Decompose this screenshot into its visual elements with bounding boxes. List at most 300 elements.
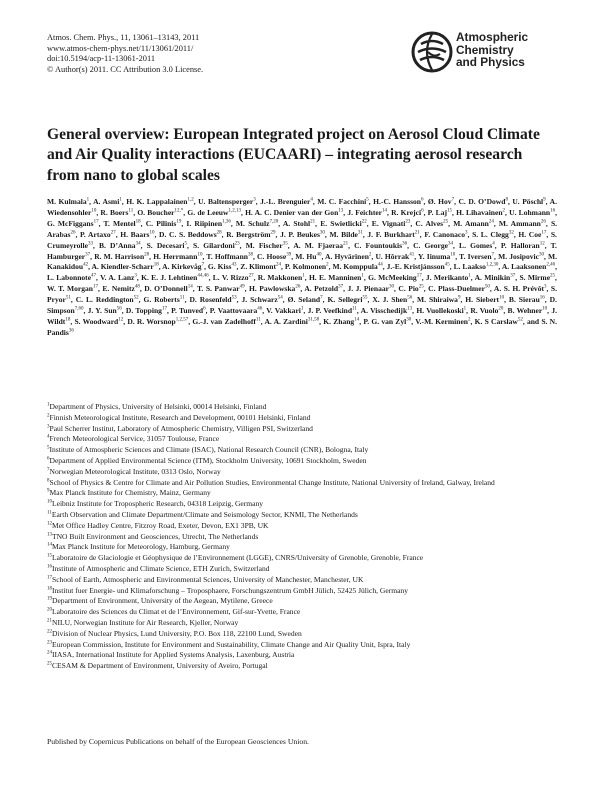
author-affiliation-mark: 10 [499, 295, 505, 301]
author-name: M. Schulz [235, 218, 270, 228]
author [100, 273, 137, 282]
author [213, 273, 254, 282]
author-name: R. M. Harrison [94, 251, 145, 261]
author-name: C. Alves [415, 218, 444, 228]
author [332, 262, 382, 271]
affiliation-text: Department of Physics, University of Helsinki, 00014 Helsinki, Finland [49, 402, 267, 411]
author-name: K. E. J. Lehtinen [141, 273, 198, 283]
author-name: A. Minikin [474, 273, 511, 283]
author-name: Ø. Seland [287, 295, 321, 305]
author-affiliation-mark: 25 [443, 219, 449, 225]
author-affiliation-mark: 44 [377, 262, 383, 268]
affiliation-text: Institute of Atmospheric Sciences and Climate (ISAC), National Research Council (CNR), Bologna, Italy [49, 445, 369, 455]
author [189, 295, 236, 304]
author-name: J. F. Burkhart [367, 229, 415, 239]
author-name: M. Josipovic [498, 251, 539, 261]
author-name: A. M. Fjaeraa [293, 240, 344, 250]
author-affiliation-mark: 13 [407, 306, 413, 312]
author-list: M. Kulmala$^1$, A. Asmi$^1$, H. K. Lappalainen$^{1,2}$, U. Baltensperger$^3$, J.-L. Brenguier$^4$, M. C. Facchini$^5$, H.-C. Hansson$^6$, Ø. Hov$^7$, C. D. O’Dowd$^8$, U. Pöschl$^9$, A. Wiedensohler$^{10}$, R. Boers$^{11}$, O. Boucher$^{12,*}$, G. de Leeuw$^{1,2,13}$, H. A. C. Denier van der Gon$^{13}$, J. Feichter$^{14}$, R. Krejci$^6$, P. Laj$^{15}$, H. Lihavainen$^2$, U. Lohmann$^{16}$, G. McFiggans$^{17}$, T. Mentel$^{18}$, C. Pilinis$^{19}$, I. Riipinen$^{1,36}$, M. Schulz$^{7,20}$, A. Stohl$^{21}$, E. Swietlicki$^{22}$, E. Vignati$^{23}$, C. Alves$^{25}$, M. Amann$^{24}$, M. Ammann$^{26}$, S. Arabas$^{26}$, P. Artaxo$^{27}$, H. Baars$^{10}$, D. C. S. Beddows$^{28}$, R. Bergström$^{29}$, J. P. Beukes$^{30}$, M. Bilde$^{31}$, J. F. Burkhart$^{21}$, F. Canonaco$^3$, S. L. Clegg$^{32}$, H. Coe$^{17}$, S. Crumeyrolle$^{33}$, B. D’Anna$^{34}$, S. Decesari$^5$, S. Gilardoni$^{23}$, M. Fischer$^{35}$, A. M. Fjaeraa$^{21}$, C. Fountoukis$^{36}$, C. George$^{34}$, L. Gomes$^4$, P. Halloran$^{12}$, T. Hamburger$^{37}$, R. M. Harrison$^{28}$, H. Herrmann$^{10}$, T. Hoffmann$^{38}$, C. Hoose$^{39}$, M. Hu$^{40}$, A. Hyvärinen$^2$, U. Hõrrak$^{41}$, Y. Iinuma$^{10}$, T. Iversen$^7$, M. Josipovic$^{30}$, M. Kanakidou$^{42}$, A. Kiendler-Scharr$^{18}$, A. Kirkevåg$^7$, G. Kiss$^{43}$, Z. Klimont$^{24}$, P. Kolmonen$^2$, M. Komppula$^{44}$, J.-E. Kristjánsson$^{45}$, L. Laakso$^{1,2,30}$, A. Laaksonen$^{2,46}$, L. Labonnote$^{47}$, V. A. Lanz$^3$, K. E. J. Lehtinen$^{44,46}$, L. V. Rizzo$^{27}$, R. Makkonen$^1$, H. E. Manninen$^1$, G. McMeeking$^{17}$, J. Merikanto$^1$, A. Minikin$^{37}$, S. Mirme$^{25}$, W. T. Morgan$^{17}$, E. Nemitz$^{48}$, D. O’Donnell$^{14}$, T. S. Panwar$^{49}$, H. Pawlowska$^{26}$, A. Petzold$^{37}$, J. J. Pienaar$^{30}$, C. Pio$^{25}$, C. Plass-Duelmer$^{50}$, A. S. H. Prévôt$^3$, S. Pryor$^{51}$, C. L. Reddington$^{52}$, G. Roberts$^{11}$, D. Rosenfeld$^{53}$, J. Schwarz$^{54}$, Ø. Seland$^7$, K. Sellegri$^{55}$, X. J. Shen$^{56}$, M. Shiraiwa$^9$, H. Siebert$^{10}$, B. Sierau$^{16}$, D. Simpson$^{7,60}$, J. Y. Sun$^{56}$, D. Topping$^{17}$, P. Tunved$^6$, P. Vaattovaara$^{46}$, V. Vakkari$^1$, J. P. Veefkind$^{11}$, A. Visschedijk$^{13}$, H. Vuollekoski$^1$, R. Vuolo$^{20}$, B. Wehner$^{10}$, J. Wildt$^{18}$, S. Woodward$^{12}$, D. R. Worsnop$^{1,2,57}$, G.-J. van Zadelhoff$^{11}$, A. A. Zardini$^{31,58}$, K. Zhang$^{14}$, P. G. van Zyl$^{30}$, V.-M. Kerminen$^2$, K. S Carslaw$^{52}$, and S. N. Pandis$^{36}$ [47, 197, 558, 337]
author [171, 306, 206, 315]
author [372, 219, 411, 228]
author-name: C. George [413, 240, 449, 250]
author-name: T. Mentel [103, 218, 136, 228]
author [120, 230, 154, 239]
author-affiliation-mark: 16 [539, 295, 545, 301]
author-affiliation-mark: 1,2,13 [228, 208, 241, 214]
article-url-link[interactable]: www.atmos-chem-phys.net/11/13061/2011/ [47, 43, 194, 53]
author-name: H. Pawlowska [248, 284, 296, 294]
author-name: P. Vaattovaara [209, 306, 258, 316]
author-name: S. Pryor [47, 284, 557, 305]
author-affiliation-mark: 1,36 [222, 219, 231, 225]
author [197, 284, 245, 293]
author [508, 306, 548, 315]
author [187, 208, 241, 217]
author-name: U. Hõrrak [375, 251, 410, 261]
author [245, 208, 343, 217]
author-affiliation-mark: 41 [409, 252, 415, 258]
author [475, 273, 516, 282]
journal-name-line: and Physics [456, 55, 525, 70]
author-name: U. Lohmann [509, 207, 551, 217]
author [498, 252, 544, 261]
affiliation-item [47, 607, 552, 618]
author-name: X. J. Shen [372, 295, 408, 305]
affiliation-number: 15 [47, 553, 52, 559]
author [426, 273, 471, 282]
author-affiliation-mark: 35 [282, 241, 288, 247]
author-name: I. Riipinen [186, 218, 223, 228]
author-name: H. A. C. Denier van der Gon [245, 207, 339, 217]
author [257, 252, 291, 261]
author [93, 197, 122, 206]
author-affiliation-mark: 1 [302, 273, 305, 279]
author [47, 219, 99, 228]
author-affiliation-mark: 47 [91, 273, 97, 279]
author-name: D. Simpson [47, 295, 557, 316]
author [210, 306, 262, 315]
author-name: J.-L. Brenguier [260, 197, 311, 206]
author-affiliation-mark: 34 [135, 241, 141, 247]
affiliation-text: Laboratoire de Glaciologie et Géophysique de l’Environnement (LGGE), CNRS/University of Grenoble, Grenoble, France [52, 553, 424, 563]
author-name: W. T. Morgan [47, 284, 93, 294]
author-name: A. Wiedensohler [47, 197, 557, 217]
author-affiliation-mark: 11 [352, 306, 357, 312]
author [76, 295, 139, 304]
author-affiliation-mark: 38 [247, 252, 253, 258]
affiliation-text: TNO Built Environment and Geosciences, Utrecht, The Netherlands [52, 531, 259, 541]
author-affiliation-mark: 26 [295, 284, 301, 290]
author-name: C. Pilinis [145, 218, 177, 228]
author [162, 262, 204, 271]
author-affiliation-mark: 24 [488, 219, 494, 225]
author-name: R. Makkonen [257, 273, 303, 283]
author-name: G.-J. van Zadelhoff [192, 316, 256, 326]
affiliation-text: NILU, Norwegian Institute for Air Research, Kjeller, Norway [52, 617, 239, 627]
author [159, 230, 222, 239]
author-affiliation-mark: 5 [366, 197, 369, 203]
author-affiliation-mark: 17 [541, 230, 547, 236]
author-name: H. K. Lappalainen [126, 197, 188, 206]
affiliation-number: 6 [47, 456, 50, 462]
author-affiliation-mark: 10 [197, 252, 203, 258]
affiliation-item [47, 640, 552, 651]
author [329, 230, 362, 239]
author-affiliation-mark: 7 [491, 252, 495, 258]
author-name: R. Bergström [226, 229, 271, 239]
author [465, 295, 504, 304]
author-name: A. Hyvärinen [325, 251, 369, 261]
author-name: K. Zhang [323, 316, 355, 326]
author [186, 219, 230, 228]
author-name: S. L. Clegg [472, 229, 509, 239]
author-affiliation-mark: 17 [161, 306, 167, 312]
affiliation-number: 16 [47, 564, 52, 570]
author [295, 252, 321, 261]
author-name: R. Krejci [391, 207, 422, 217]
author-affiliation-mark: 1 [361, 273, 364, 279]
author-name: C. Fountoukis [354, 240, 403, 250]
author [80, 230, 116, 239]
author-affiliation-mark: 12 [539, 241, 545, 247]
author-affiliation-mark: 21 [414, 230, 420, 236]
author [47, 284, 98, 293]
author-name: P. Tunved [171, 306, 204, 316]
author-name: T. Iversen [459, 251, 492, 261]
author [413, 241, 453, 250]
author [519, 273, 555, 282]
author-affiliation-mark: 7 [201, 262, 205, 268]
author-affiliation-mark: 24 [276, 262, 281, 268]
author [458, 197, 507, 206]
affiliation-text: European Commission, Institute for Environment and Sustainability, Climate Change and Air Quality Unit, Ispra, Italy [52, 639, 411, 649]
author [141, 273, 208, 282]
author [347, 208, 387, 217]
author [100, 208, 133, 217]
author-affiliation-mark: 52 [517, 317, 523, 323]
affiliation-number: 21 [47, 618, 52, 624]
author [208, 262, 237, 271]
author-name: A. Visschedijk [360, 306, 408, 316]
author [509, 208, 555, 217]
author [391, 208, 423, 217]
author-name: E. Nemitz [102, 284, 135, 294]
author [428, 208, 452, 217]
author-name: A. Kiendler-Scharr [91, 262, 154, 272]
affiliation-number: 7 [47, 467, 50, 473]
author-name: H. Siebert [465, 295, 500, 305]
author [137, 208, 183, 217]
affiliation-item [47, 488, 552, 499]
author-affiliation-mark: 1 [300, 306, 304, 312]
author-affiliation-mark: 30 [388, 284, 394, 290]
author-name: J. P. Veefkind [307, 306, 353, 316]
author-affiliation-mark: 28 [216, 230, 222, 236]
author [236, 219, 278, 228]
author-affiliation-mark: 29 [270, 230, 276, 236]
author [198, 197, 256, 206]
author-name: V. A. Lanz [100, 273, 135, 283]
affiliation-number: 12 [47, 521, 52, 527]
author [103, 219, 140, 228]
author-name: C. Plass-Duelmer [428, 284, 485, 294]
affiliation-text: CESAM & Department of Environment, University of Aveiro, Portugal [52, 661, 268, 671]
author-affiliation-mark: 17 [416, 273, 422, 279]
affiliation-number: 1 [47, 402, 50, 408]
affiliation-item [47, 586, 552, 597]
author [308, 306, 357, 315]
author [192, 317, 260, 326]
author [416, 306, 466, 315]
author [285, 262, 329, 271]
author-affiliation-mark: 2 [368, 252, 372, 258]
author-name: C. Hoose [257, 251, 287, 261]
author-name: L. Laakso [453, 262, 486, 272]
author-name: C. L. Reddington [75, 295, 134, 305]
author-affiliation-mark: 51 [65, 295, 71, 301]
author-affiliation-mark: 56 [407, 295, 413, 301]
author-name: B. Wehner [507, 306, 543, 316]
author-name: C. Pio [398, 284, 419, 294]
author [398, 284, 423, 293]
author-name: Z. Klimont [240, 262, 276, 272]
author-name: A. S. H. Prévôt [493, 284, 544, 294]
author-affiliation-mark: 6 [420, 197, 424, 203]
author-affiliation-mark: 11 [255, 317, 261, 323]
author-name: S. Woodward [74, 316, 119, 326]
egu-globe-logo-icon [410, 30, 454, 74]
affiliation-number: 13 [47, 532, 52, 538]
author-name: H.-C. Hansson [373, 197, 421, 206]
affiliation-item [47, 542, 552, 553]
affiliation-text: Met Office Hadley Centre, Fitzroy Road, Exeter, Devon, EX1 3PB, UK [52, 520, 269, 530]
author-affiliation-mark: 14 [382, 208, 388, 214]
affiliation-item [47, 575, 552, 586]
affiliation-number: 22 [47, 629, 52, 635]
author-affiliation-mark: 7,20 [269, 219, 279, 225]
author-name: A. Kirkevåg [162, 262, 202, 272]
author [309, 273, 364, 282]
affiliation-text: Earth Observation and Climate Department/Climate and Seismology Sector, KNMI, The Netherlands [51, 509, 358, 519]
author-affiliation-mark: 50 [484, 284, 490, 290]
author [304, 284, 343, 293]
author-affiliation-mark: 48 [134, 284, 140, 290]
author-name: D. R. Worsnop [127, 316, 176, 326]
author-affiliation-mark: 46 [257, 306, 263, 312]
author-name: J. Feichter [347, 207, 383, 217]
author [94, 252, 149, 261]
author-affiliation-mark: 10 [450, 252, 456, 258]
affiliation-text: Paul Scherrer Institut, Laboratory of Atmospheric Chemistry, Villigen PSI, Switzerland [49, 423, 313, 433]
author [428, 197, 454, 206]
author-affiliation-mark: 55 [362, 295, 368, 301]
author-affiliation-mark: 28 [144, 252, 150, 258]
author-affiliation-mark: 15 [447, 208, 452, 214]
author [323, 317, 359, 326]
author-name: H. Lihavainen [456, 207, 503, 217]
author-name: G. McFiggans [47, 218, 94, 228]
author-affiliation-mark: 34 [448, 241, 454, 247]
affiliation-number: 24 [47, 650, 52, 656]
doi-link[interactable]: doi:10.5194/acp-11-13061-2011 [47, 54, 156, 64]
author-affiliation-mark: 52 [133, 295, 139, 301]
affiliation-list [47, 402, 552, 672]
author-affiliation-mark: 6 [421, 208, 424, 214]
author-name: M. Kanakidou [47, 251, 558, 272]
author-name: D. O’Donnell [144, 284, 188, 294]
author-affiliation-mark: 37 [85, 252, 91, 258]
author-name: E. Vignati [371, 218, 406, 228]
author-name: F. Canonaco [424, 229, 466, 239]
author-name: A. Asmi [93, 197, 120, 206]
author-affiliation-mark: 13 [338, 208, 344, 214]
author-name: A. A. Zardini [264, 316, 308, 326]
author-affiliation-mark: 37 [510, 273, 516, 279]
affiliation-number: 17 [47, 575, 52, 581]
author-name: G. Kiss [207, 262, 232, 272]
affiliation-number: 8 [47, 478, 50, 484]
author [246, 241, 288, 250]
author-affiliation-mark: 32 [508, 230, 514, 236]
author-affiliation-mark: 19 [176, 219, 182, 225]
author [501, 241, 545, 250]
author-name: P. Laj [427, 207, 447, 217]
author [475, 317, 523, 326]
author-name: G. de Leeuw [187, 207, 229, 217]
affiliation-item [47, 413, 552, 424]
affiliation-item [47, 510, 552, 521]
author [146, 219, 182, 228]
author-affiliation-mark: 39 [286, 252, 292, 258]
author-affiliation-mark: 3 [544, 284, 547, 290]
author-affiliation-mark: 1,2 [187, 197, 194, 203]
author [375, 252, 414, 261]
author-affiliation-mark: 31 [357, 230, 363, 236]
author-name: A. Stohl [282, 218, 311, 228]
affiliation-number: 3 [47, 424, 50, 430]
affiliation-number: 9 [47, 488, 50, 494]
affiliation-text: Division of Nuclear Physics, Lund University, P.O. Box 118, 22100 Lund, Sweden [52, 628, 302, 638]
author [502, 262, 555, 271]
author-affiliation-mark: 11 [179, 295, 185, 301]
author [417, 295, 460, 304]
author [317, 197, 369, 206]
author-name: T. Hamburger [47, 240, 557, 261]
author-affiliation-mark: 18 [153, 262, 159, 268]
author-affiliation-mark: 9 [457, 295, 461, 301]
author [424, 230, 467, 239]
author [418, 252, 455, 261]
author-affiliation-mark: 49 [239, 284, 245, 290]
affiliation-item [47, 521, 552, 532]
author-name: P. G. van Zyl [363, 316, 407, 326]
author-affiliation-mark: 21 [343, 241, 349, 247]
author-name: M. Ammann [498, 218, 541, 228]
affiliation-number: 25 [47, 661, 52, 667]
author-affiliation-mark: 33 [87, 241, 93, 247]
author-name: D. C. S. Beddows [159, 229, 217, 239]
author-affiliation-mark: 17 [92, 284, 98, 290]
author-affiliation-mark: 5 [184, 241, 187, 247]
affiliation-number: 4 [47, 434, 50, 440]
affiliation-number: 11 [47, 510, 52, 516]
author [459, 252, 494, 261]
author-affiliation-mark: 1,2,30 [485, 262, 499, 268]
author-affiliation-mark: 31,58 [307, 317, 320, 323]
journal-logo [408, 28, 558, 84]
author [280, 230, 325, 239]
author-affiliation-mark: 27 [248, 273, 254, 279]
author-name: B. Sierau [508, 295, 540, 305]
author-name: U. Baltensperger [198, 197, 254, 206]
author-affiliation-mark: 7,60 [74, 306, 84, 312]
author-name: A. Petzold [304, 284, 339, 294]
author-name: M. Bilde [329, 229, 358, 239]
author-name: J. J. Pienaar [347, 284, 389, 294]
affiliation-text: Laboratoire des Sciences du Climat et de l’Environnement, Gif-sur-Yvette, France [52, 607, 301, 617]
author [91, 262, 158, 271]
author-name: J.-E. Kristjánsson [386, 262, 445, 272]
affiliation-text: Finnish Meteorological Institute, Research and Development, 00101 Helsinki, Finland [49, 412, 311, 422]
author-affiliation-mark: 16 [550, 208, 556, 214]
author-affiliation-mark: 30 [406, 317, 412, 323]
author [499, 219, 546, 228]
author-name: M. Amann [453, 218, 489, 228]
author-name: M. Shiraiwa [417, 295, 458, 305]
author-name: L. Gomes [459, 240, 493, 250]
author-affiliation-mark: 11 [128, 208, 134, 214]
journal-name-line: Atmospheric [456, 30, 529, 44]
author [102, 284, 139, 293]
author-name: V. Vakkari [266, 306, 301, 316]
author-name: T. S. Panwar [196, 284, 240, 294]
author-affiliation-mark: 43 [231, 262, 237, 268]
author-name: O. Boucher [137, 207, 175, 217]
author [240, 262, 281, 271]
author-name: U. Pöschl [512, 197, 544, 206]
author-affiliation-mark: 37 [338, 284, 344, 290]
author [126, 306, 167, 315]
author [428, 284, 490, 293]
author [283, 219, 315, 228]
affiliation-text: IIASA, International Institute for Applied Systems Analysis, Laxenburg, Austria [52, 650, 295, 660]
author-name: B. D’Anna [98, 240, 136, 250]
author-affiliation-mark: 4 [310, 197, 313, 203]
author [373, 197, 423, 206]
author [512, 197, 545, 206]
affiliation-item [47, 467, 552, 478]
journal-citation: Atmos. Chem. Phys., 11, 13061–13143, 2011 [47, 33, 200, 42]
author-affiliation-mark: 44,46 [197, 273, 209, 279]
affiliation-item [47, 434, 552, 445]
author-name: C. D. O’Dowd [458, 197, 506, 206]
author-name: L. V. Rizzo [212, 273, 249, 283]
author [127, 317, 188, 326]
author-name: L. Labonnote [47, 273, 92, 283]
author [494, 284, 547, 293]
affiliation-item [47, 553, 552, 564]
author-affiliation-mark: 9 [543, 197, 546, 203]
author-name: P. Kolmonen [284, 262, 327, 272]
author [415, 219, 448, 228]
affiliation-text: Department of Environment, University of the Aegean, Mytilene, Greece [52, 596, 273, 606]
author-affiliation-mark: 4 [492, 241, 495, 247]
author-affiliation-mark: 20 [498, 306, 504, 312]
author-name: H. E. Manninen [308, 273, 362, 283]
author [293, 241, 348, 250]
author [387, 262, 450, 271]
author [266, 306, 303, 315]
